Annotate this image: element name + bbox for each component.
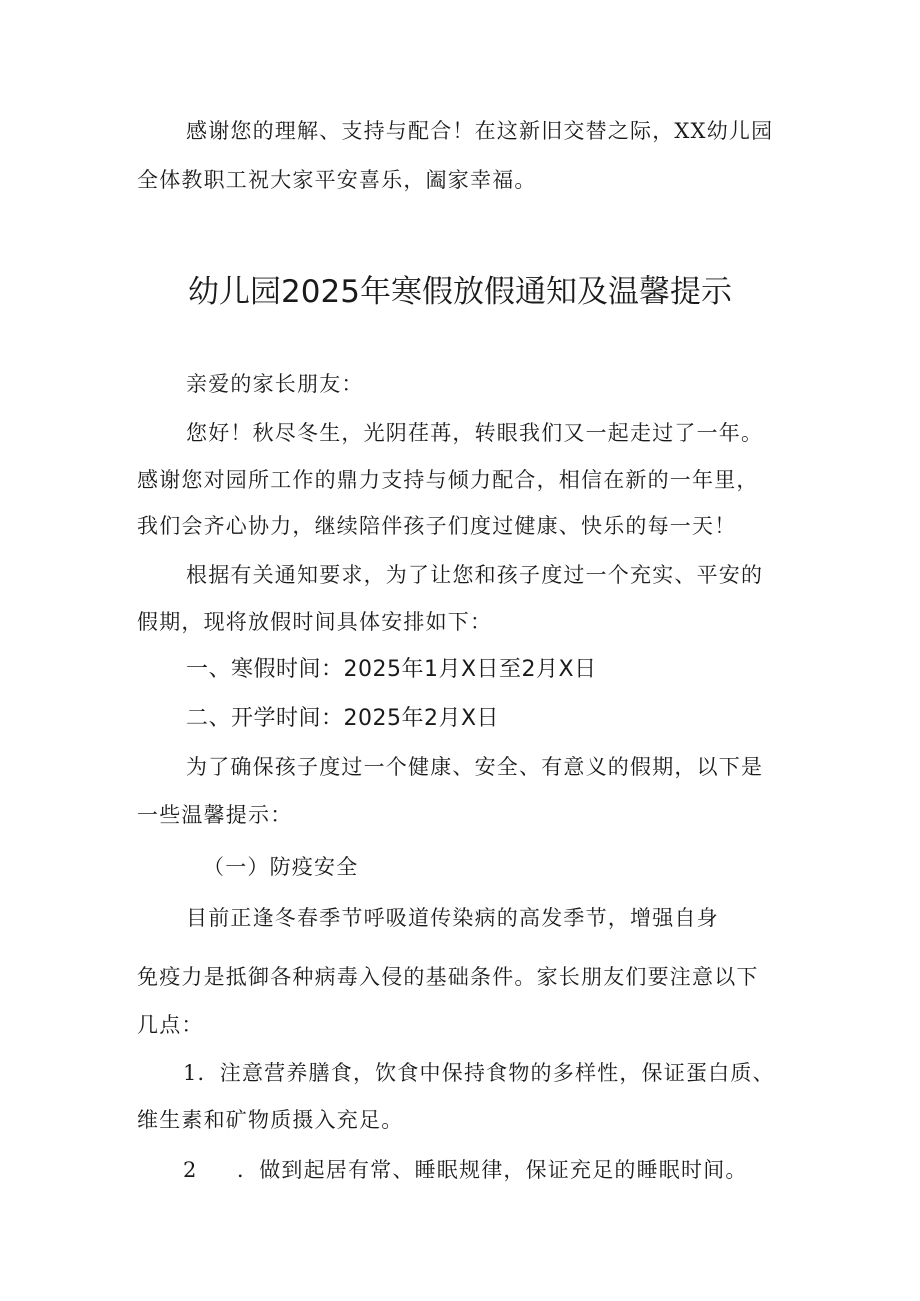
paragraph-2-line-1: 根据有关通知要求，为了让您和孩子度过一个充实、平安的 <box>186 563 764 587</box>
paragraph-4-line-3: 几点： <box>137 1013 204 1037</box>
paragraph-1-line-1: 您好！秋尽冬生，光阴荏苒，转眼我们又一起走过了一年。 <box>186 421 764 445</box>
page-title: 幼儿园2025年寒假放假通知及温馨提示 <box>188 274 732 310</box>
paragraph-1-line-3: 我们会齐心协力，继续陪伴孩子们度过健康、快乐的每一天！ <box>137 514 737 538</box>
paragraph-1-line-2: 感谢您对园所工作的鼎力支持与倾力配合，相信在新的一年里， <box>137 468 759 492</box>
paragraph-3-line-1: 为了确保孩子度过一个健康、安全、有意义的假期，以下是 <box>186 755 764 779</box>
heading-school-start: 二、开学时间：2025年2月X日 <box>186 706 500 731</box>
list-item-1-line-2: 维生素和矿物质摄入充足。 <box>137 1108 404 1132</box>
list-item-2-number: 2 <box>183 1158 198 1182</box>
salutation: 亲爱的家长朋友： <box>186 372 364 396</box>
heading-winter-break: 一、寒假时间：2025年1月X日至2月X日 <box>186 657 597 682</box>
list-item-2-text: ．做到起居有常、睡眠规律，保证充足的睡眠时间。 <box>237 1158 748 1182</box>
paragraph-2-line-2: 假期，现将放假时间具体安排如下： <box>137 610 493 634</box>
paragraph-4-line-1: 目前正逢冬春季节呼吸道传染病的高发季节，增强自身 <box>186 906 719 930</box>
paragraph-3-line-2: 一些温馨提示： <box>137 803 293 827</box>
paragraph-4-line-2: 免疫力是抵御各种病毒入侵的基础条件。家长朋友们要注意以下 <box>137 965 759 989</box>
list-item-1-line-1: 1．注意营养膳食，饮食中保持食物的多样性，保证蛋白质、 <box>183 1061 775 1085</box>
closing-line-1: 感谢您的理解、支持与配合！在这新旧交替之际，XX幼儿园 <box>186 119 774 143</box>
section-epidemic-safety: （一）防疫安全 <box>203 855 359 879</box>
closing-line-2: 全体教职工祝大家平安喜乐，阖家幸福。 <box>137 168 537 192</box>
